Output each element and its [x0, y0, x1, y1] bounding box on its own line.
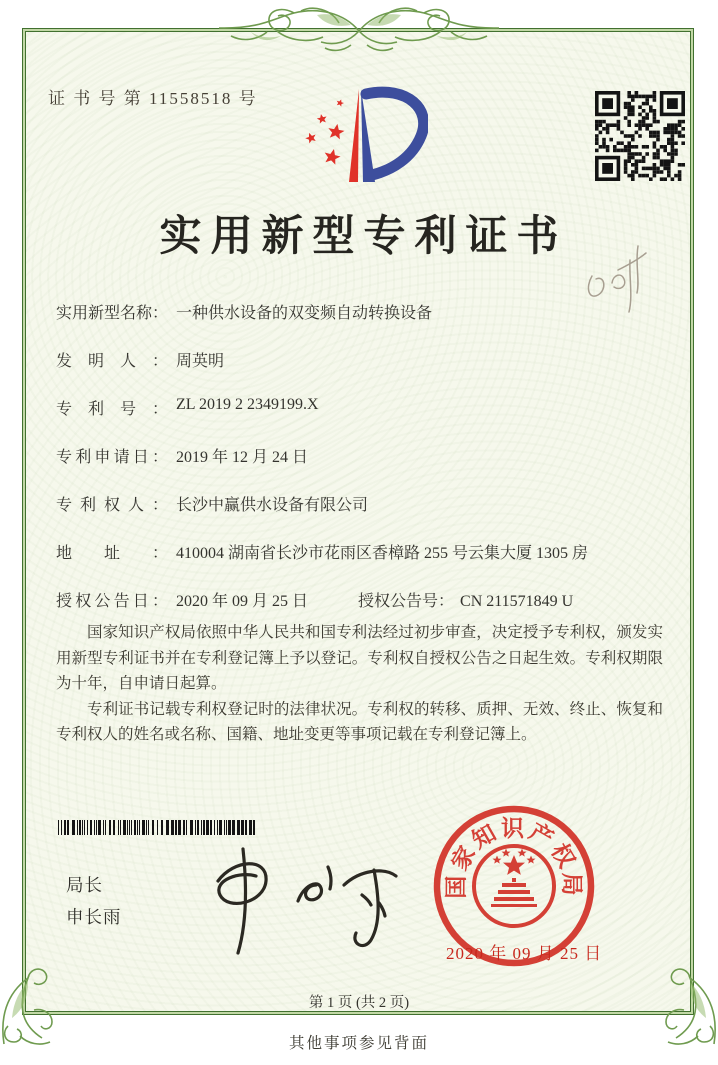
field-label: 地址：: [56, 545, 168, 562]
signer-title: 局长: [66, 875, 103, 895]
field-row-patent-no: [56, 396, 668, 444]
paragraph: 专利证书记载专利权登记时的法律状况。专利权的转移、质押、无效、终止、恢复和专利权人的姓名或名称、国籍、地址变更等事项记载在专利登记簿上。: [56, 700, 663, 744]
field-label: 授权公告号：: [358, 593, 455, 610]
field-label: 授权公告日：: [56, 593, 168, 610]
cnipa-logo-icon: [296, 85, 428, 187]
pencil-mark: [580, 238, 660, 318]
barcode: [58, 820, 258, 835]
field-value: 一种供水设备的双变频自动转换设备: [176, 305, 433, 322]
national-emblem-icon: [474, 846, 554, 926]
field-list: [56, 300, 668, 636]
paragraph: 国家知识产权局依照中华人民共和国专利法经过初步审查，决定授予专利权，颁发实用新型专利证书并在专利登记簿上予以登记。专利权自授权公告之日起生效。专利权期限为十年，自申请日起算。: [56, 624, 663, 693]
field-value: 2020 年 09 月 25 日: [176, 593, 309, 610]
field-value: ZL 2019 2 2349199.X: [176, 396, 319, 413]
qr-code: [595, 91, 685, 181]
field-value: CN 211571849 U: [460, 593, 574, 610]
field-value: 长沙中赢供水设备有限公司: [176, 497, 369, 514]
certificate-title: 实用新型专利证书: [159, 214, 568, 260]
legal-text: [56, 620, 663, 748]
signer-name: 申长雨: [66, 907, 122, 927]
field-value: 周英明: [176, 353, 225, 370]
seal-date: 2020 年 09 月 25 日: [446, 944, 603, 963]
field-label: 实用新型名称：: [56, 305, 169, 322]
page-number: 第 1 页 (共 2 页): [308, 995, 410, 1011]
field-row-grant-no: [358, 588, 573, 611]
field-row-filing-date: [56, 444, 668, 492]
signature-script: [178, 843, 406, 958]
field-label: 专利权人：: [56, 497, 168, 514]
field-value: 2019 年 12 月 24 日: [176, 449, 309, 466]
seal-text: 国家知识产权局: [443, 815, 585, 899]
field-value: 410004 湖南省长沙市花雨区香樟路 255 号云集大厦 1305 房: [176, 545, 589, 562]
certificate-number: 证 书 号 第 11558518 号: [48, 89, 258, 108]
field-row-inventor: [56, 348, 668, 396]
field-row-name: [56, 300, 668, 348]
field-row-patentee: [56, 492, 668, 540]
back-note: 其他事项参见背面: [288, 1035, 429, 1052]
field-label: 发明人：: [56, 353, 168, 370]
field-label: 专利号：: [56, 401, 168, 418]
field-row-address: [56, 540, 668, 588]
field-label: 专利申请日：: [56, 449, 168, 466]
